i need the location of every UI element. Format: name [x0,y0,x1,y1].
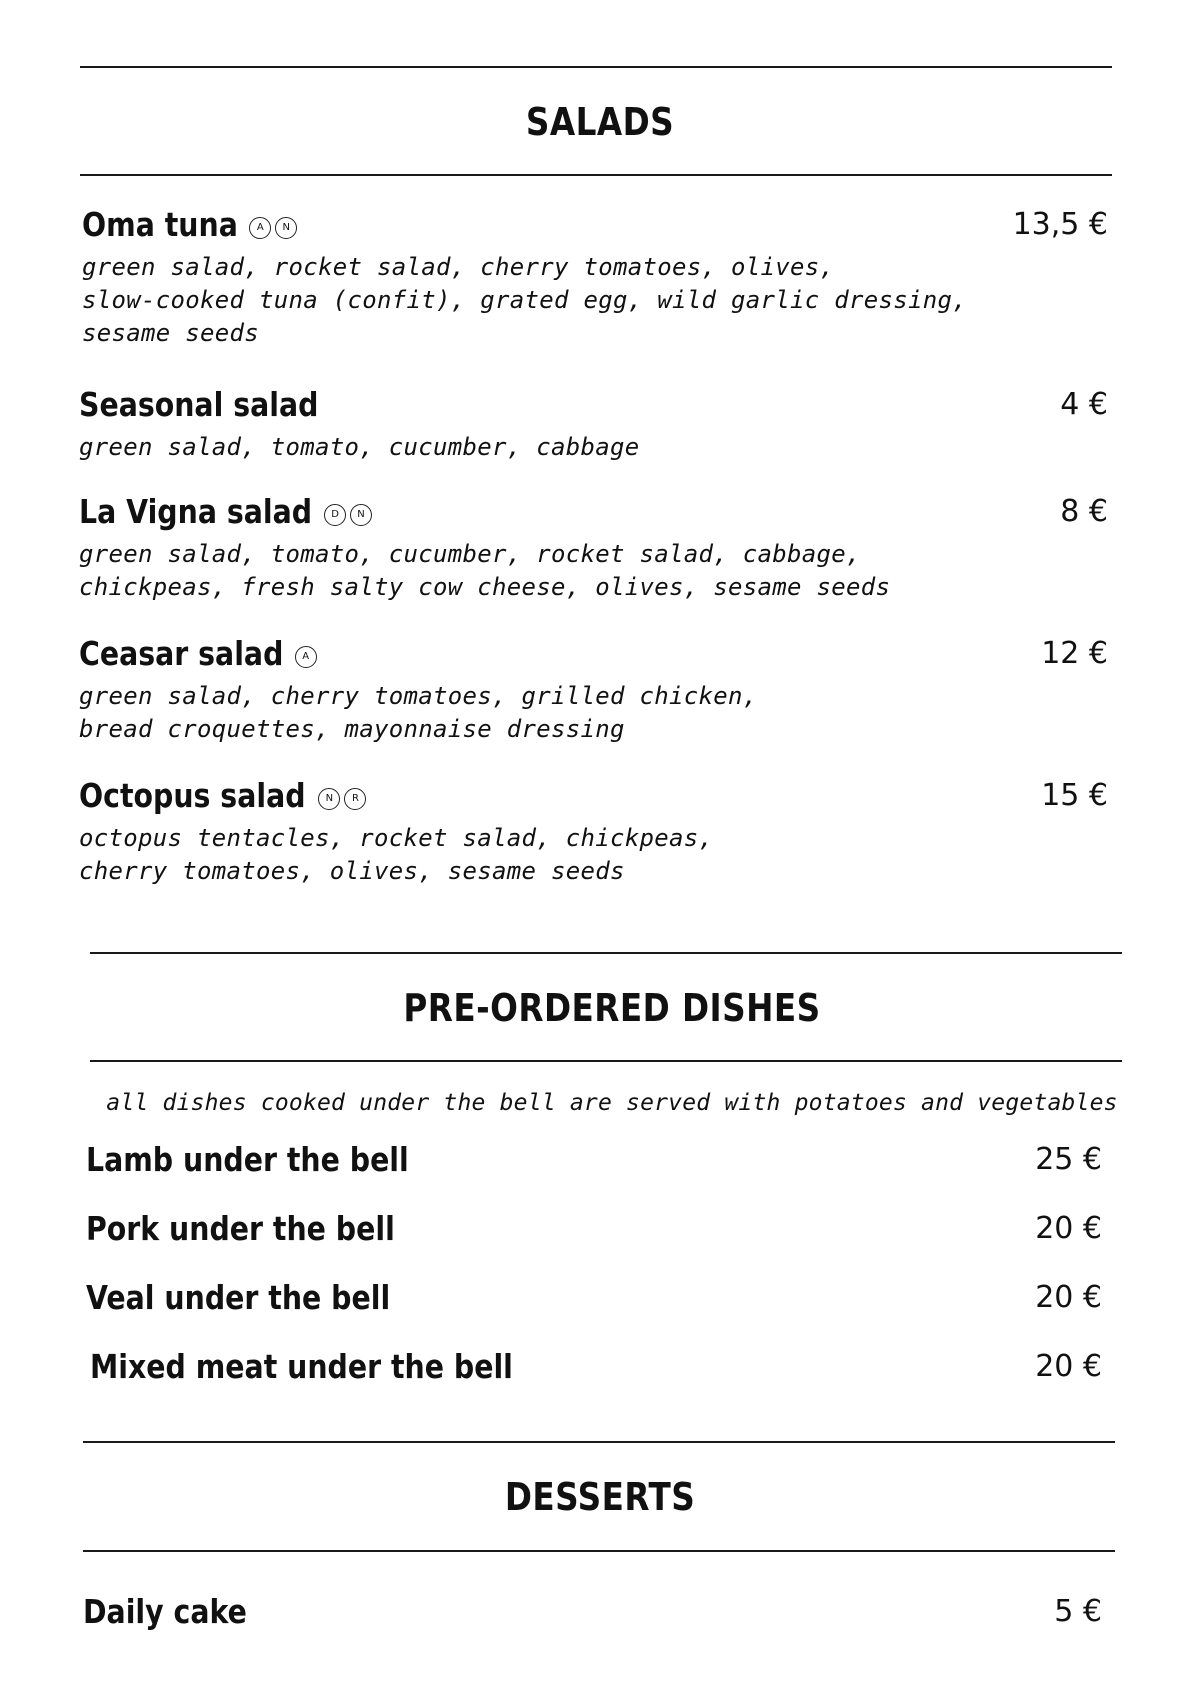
menu-item-veal [86,1278,1102,1318]
item-name: Octopus salad [79,776,306,815]
item-name: Lamb under the bell [86,1140,409,1179]
menu-item-la-vigna-salad [79,492,1108,604]
allergen-badges [249,217,297,239]
menu-item-pork [86,1209,1102,1249]
section-divider [83,1441,1115,1443]
item-price: 4 € [1060,387,1108,422]
item-name: Mixed meat under the bell [90,1347,513,1386]
item-price: 8 € [1060,494,1108,529]
item-price: 12 € [1041,636,1108,671]
item-price: 25 € [1035,1142,1102,1177]
allergen-badges [324,504,372,526]
item-name: Daily cake [83,1592,247,1631]
item-price: 20 € [1035,1211,1102,1246]
section-divider [90,952,1122,954]
allergen-icon: D [324,504,346,526]
allergen-icon: A [295,646,317,668]
section-divider [83,1550,1115,1552]
item-name: Veal under the bell [86,1278,391,1317]
menu-item-octopus-salad [79,776,1108,888]
item-description: green salad, rocket salad, cherry tomatoes, olives, slow-cooked tuna (confit), grated egg, wild garlic dressing, sesame seeds [82,253,967,347]
item-price: 15 € [1041,778,1108,813]
menu-item-mixed-meat [90,1347,1102,1387]
menu-item-seasonal-salad [79,385,1108,464]
section-title-desserts: DESSERTS [504,1475,696,1519]
item-description: octopus tentacles, rocket salad, chickpeas, cherry tomatoes, olives, sesame seeds [79,824,714,885]
item-description: green salad, tomato, cucumber, rocket salad, cabbage, chickpeas, fresh salty cow cheese, olives, sesame seeds [79,540,891,601]
preordered-note: all dishes cooked under the bell are served with potatoes and vegetables [106,1090,1118,1116]
allergen-icon: N [275,217,297,239]
menu-item-ceasar-salad [79,634,1108,746]
section-title-salads: SALADS [525,100,675,144]
item-price: 5 € [1054,1594,1102,1629]
item-description: green salad, cherry tomatoes, grilled chicken, bread croquettes, mayonnaise dressing [79,682,758,743]
allergen-icon: N [350,504,372,526]
item-name: La Vigna salad [79,492,313,531]
section-divider [90,1060,1122,1062]
allergen-icon: N [318,788,340,810]
menu-item-daily-cake [83,1592,1102,1632]
section-divider [80,66,1112,68]
allergen-badges [318,788,366,810]
allergen-badges [295,646,317,668]
section-title-preordered: PRE-ORDERED DISHES [403,986,821,1030]
item-price: 20 € [1035,1280,1102,1315]
menu-item-oma-tuna [82,205,1108,350]
item-name: Ceasar salad [79,634,284,673]
allergen-icon: A [249,217,271,239]
section-divider [80,174,1112,176]
menu-item-lamb [86,1140,1102,1180]
allergen-icon: R [344,788,366,810]
item-price: 13,5 € [1012,207,1108,242]
item-price: 20 € [1035,1349,1102,1384]
item-name: Oma tuna [82,205,238,244]
item-name: Pork under the bell [86,1209,395,1248]
item-description: green salad, tomato, cucumber, cabbage [79,433,640,461]
item-name: Seasonal salad [79,385,319,424]
